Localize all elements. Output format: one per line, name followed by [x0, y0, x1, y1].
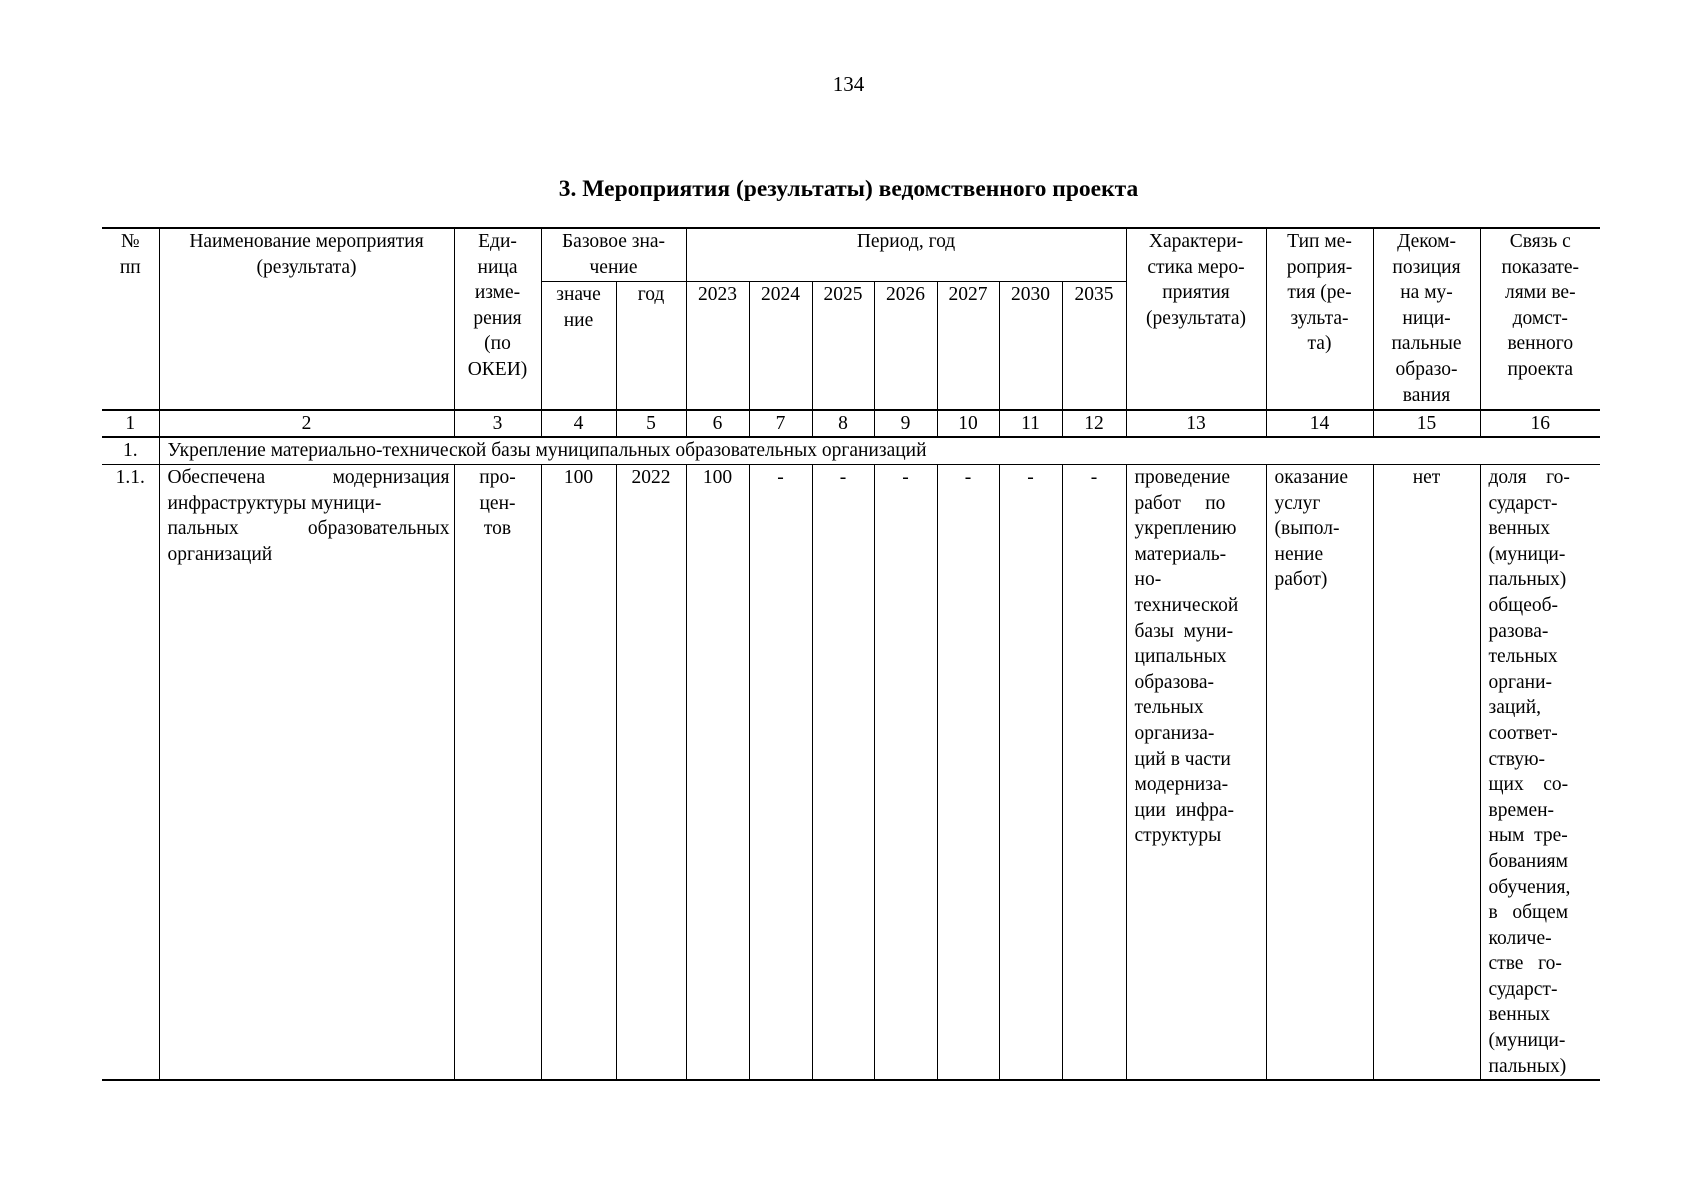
- header-num: № пп: [102, 228, 159, 410]
- item-link: доля го- сударст- венных (муници- пальных) общеоб- разова- тельных органи- заций, соответ- ствую- щих со- времен- ным тре- бованиям обучения, в общем количе- стве го- сударст- венных (муници- пальных): [1480, 465, 1600, 1081]
- header-base: Базовое зна- чение: [541, 228, 686, 282]
- header-year: 2026: [874, 282, 937, 411]
- item-base-year: 2022: [616, 465, 686, 1081]
- header-type: Тип ме- роприя- тия (ре- зульта- та): [1266, 228, 1373, 410]
- item-name: Обеспечена модернизация инфраструктуры муници- пальных образовательных организаций: [159, 465, 454, 1081]
- header-base-year: год: [616, 282, 686, 411]
- header-link: Связь с показате- лями ве- домст- венного проекта: [1480, 228, 1600, 410]
- item-value: -: [749, 465, 812, 1081]
- header-row-1: [102, 228, 1600, 282]
- item-value: 100: [686, 465, 749, 1081]
- item-type: оказание услуг (выпол- нение работ): [1266, 465, 1373, 1081]
- item-value: -: [1062, 465, 1126, 1081]
- section-row-title: [159, 437, 1600, 465]
- column-number: 16: [1480, 410, 1600, 437]
- column-number: 1: [102, 410, 159, 437]
- section-title: 3. Мероприятия (результаты) ведомственного проекта: [558, 176, 1139, 202]
- column-number: 5: [616, 410, 686, 437]
- header-name: Наименование мероприятия (результата): [159, 228, 454, 410]
- column-number: 4: [541, 410, 616, 437]
- item-base-value: 100: [541, 465, 616, 1081]
- item-characteristic: проведение работ по укреплению материаль- но- технической базы муни- ципальных образова- тельных организа- ций в части модерниза- ции инфра- структуры: [1126, 465, 1266, 1081]
- column-number: 6: [686, 410, 749, 437]
- section-title-text: Укрепление материально-технической базы муниципальных образовательных организаций: [167, 440, 927, 461]
- item-decomposition: нет: [1373, 465, 1480, 1081]
- page-number: 134: [832, 72, 865, 96]
- column-number: 8: [812, 410, 874, 437]
- measures-table: [102, 227, 1600, 1081]
- column-number: 3: [454, 410, 541, 437]
- column-number: 7: [749, 410, 812, 437]
- header-decomposition: Деком- позиция на му- ници- пальные образо- вания: [1373, 228, 1480, 410]
- header-year: 2035: [1062, 282, 1126, 411]
- column-number: 11: [999, 410, 1062, 437]
- header-base-value: значе ние: [541, 282, 616, 411]
- column-number: 12: [1062, 410, 1126, 437]
- section-num: 1.: [102, 437, 159, 465]
- item-unit: про- цен- тов: [454, 465, 541, 1081]
- column-number: 14: [1266, 410, 1373, 437]
- column-number: 10: [937, 410, 999, 437]
- header-period: Период, год: [686, 228, 1126, 282]
- column-number: 15: [1373, 410, 1480, 437]
- header-year: 2030: [999, 282, 1062, 411]
- header-year: 2027: [937, 282, 999, 411]
- header-year: 2025: [812, 282, 874, 411]
- header-year: 2023: [686, 282, 749, 411]
- table-row: [102, 465, 1600, 1081]
- column-numbers-row: [102, 410, 1600, 437]
- column-number: 9: [874, 410, 937, 437]
- header-year: 2024: [749, 282, 812, 411]
- column-number: 13: [1126, 410, 1266, 437]
- item-value: -: [812, 465, 874, 1081]
- item-value: -: [874, 465, 937, 1081]
- header-characteristic: Характери- стика меро- приятия (результата): [1126, 228, 1266, 410]
- item-num: 1.1.: [102, 465, 159, 1081]
- header-unit: Еди- ница изме- рения (по ОКЕИ): [454, 228, 541, 410]
- item-value: -: [937, 465, 999, 1081]
- section-row: [102, 437, 1600, 465]
- item-value: -: [999, 465, 1062, 1081]
- column-number: 2: [159, 410, 454, 437]
